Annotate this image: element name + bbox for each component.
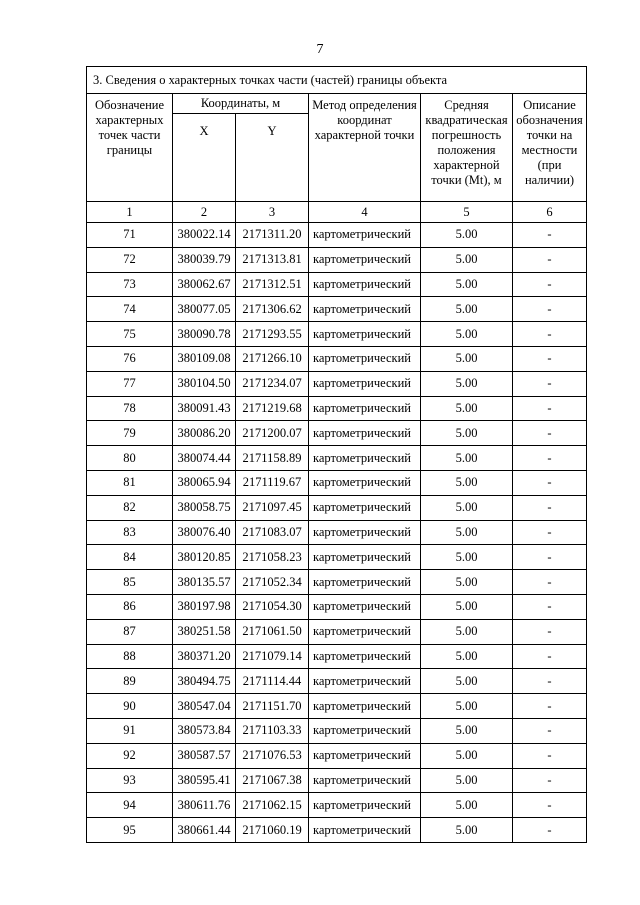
- cell-point: 87: [87, 619, 173, 644]
- cell-description: -: [513, 223, 587, 248]
- cell-y: 2171306.62: [236, 297, 309, 322]
- cell-point: 73: [87, 272, 173, 297]
- cell-point: 71: [87, 223, 173, 248]
- cell-y: 2171119.67: [236, 470, 309, 495]
- cell-method: картометрический: [309, 644, 421, 669]
- cell-method: картометрический: [309, 793, 421, 818]
- cell-error: 5.00: [421, 346, 513, 371]
- cell-error: 5.00: [421, 818, 513, 843]
- cell-x: 380611.76: [173, 793, 236, 818]
- column-numbers-row: [87, 202, 587, 223]
- cell-description: -: [513, 594, 587, 619]
- cell-method: картометрический: [309, 396, 421, 421]
- cell-method: картометрический: [309, 570, 421, 595]
- cell-description: -: [513, 346, 587, 371]
- cell-point: 75: [87, 322, 173, 347]
- cell-method: картометрический: [309, 247, 421, 272]
- cell-y: 2171097.45: [236, 495, 309, 520]
- cell-description: -: [513, 272, 587, 297]
- table-row: [87, 520, 587, 545]
- cell-description: -: [513, 669, 587, 694]
- table-row: [87, 396, 587, 421]
- cell-error: 5.00: [421, 619, 513, 644]
- cell-y: 2171312.51: [236, 272, 309, 297]
- table-row: [87, 322, 587, 347]
- cell-y: 2171151.70: [236, 694, 309, 719]
- cell-description: -: [513, 421, 587, 446]
- table-row: [87, 421, 587, 446]
- header-y: Y: [236, 114, 309, 202]
- column-number: 2: [173, 202, 236, 223]
- cell-y: 2171158.89: [236, 446, 309, 471]
- cell-description: -: [513, 446, 587, 471]
- cell-method: картометрический: [309, 718, 421, 743]
- cell-description: -: [513, 322, 587, 347]
- header-point: Обозначение характерных точек части границы: [87, 94, 173, 202]
- table-row: [87, 793, 587, 818]
- cell-description: -: [513, 371, 587, 396]
- cell-error: 5.00: [421, 297, 513, 322]
- table-row: [87, 545, 587, 570]
- cell-x: 380086.20: [173, 421, 236, 446]
- cell-x: 380661.44: [173, 818, 236, 843]
- table-row: [87, 669, 587, 694]
- cell-description: -: [513, 545, 587, 570]
- cell-point: 85: [87, 570, 173, 595]
- cell-x: 380251.58: [173, 619, 236, 644]
- cell-x: 380076.40: [173, 520, 236, 545]
- cell-description: -: [513, 470, 587, 495]
- cell-y: 2171062.15: [236, 793, 309, 818]
- cell-y: 2171114.44: [236, 669, 309, 694]
- cell-y: 2171052.34: [236, 570, 309, 595]
- cell-x: 380062.67: [173, 272, 236, 297]
- cell-error: 5.00: [421, 371, 513, 396]
- cell-x: 380065.94: [173, 470, 236, 495]
- cell-error: 5.00: [421, 743, 513, 768]
- column-number: 6: [513, 202, 587, 223]
- cell-x: 380074.44: [173, 446, 236, 471]
- table-row: [87, 743, 587, 768]
- cell-point: 89: [87, 669, 173, 694]
- cell-x: 380090.78: [173, 322, 236, 347]
- cell-point: 88: [87, 644, 173, 669]
- boundary-points-table: [86, 66, 587, 843]
- cell-method: картометрический: [309, 322, 421, 347]
- cell-x: 380022.14: [173, 223, 236, 248]
- cell-y: 2171060.19: [236, 818, 309, 843]
- column-number: 4: [309, 202, 421, 223]
- cell-method: картометрический: [309, 223, 421, 248]
- cell-description: -: [513, 768, 587, 793]
- table-row: [87, 446, 587, 471]
- cell-x: 380197.98: [173, 594, 236, 619]
- cell-method: картометрический: [309, 669, 421, 694]
- cell-description: -: [513, 644, 587, 669]
- cell-x: 380135.57: [173, 570, 236, 595]
- cell-point: 84: [87, 545, 173, 570]
- table-row: [87, 495, 587, 520]
- cell-error: 5.00: [421, 570, 513, 595]
- cell-point: 93: [87, 768, 173, 793]
- cell-error: 5.00: [421, 495, 513, 520]
- cell-point: 79: [87, 421, 173, 446]
- cell-description: -: [513, 570, 587, 595]
- cell-y: 2171058.23: [236, 545, 309, 570]
- cell-method: картометрический: [309, 743, 421, 768]
- table-row: [87, 619, 587, 644]
- section-title: 3. Сведения о характерных точках части (частей) границы объекта: [87, 67, 587, 94]
- cell-description: -: [513, 743, 587, 768]
- cell-x: 380120.85: [173, 545, 236, 570]
- cell-x: 380039.79: [173, 247, 236, 272]
- cell-x: 380547.04: [173, 694, 236, 719]
- cell-error: 5.00: [421, 793, 513, 818]
- cell-point: 94: [87, 793, 173, 818]
- header-error: Средняя квадратическая погрешность положения характерной точки (Mt), м: [421, 94, 513, 202]
- cell-point: 80: [87, 446, 173, 471]
- cell-error: 5.00: [421, 272, 513, 297]
- cell-error: 5.00: [421, 768, 513, 793]
- cell-description: -: [513, 297, 587, 322]
- cell-point: 95: [87, 818, 173, 843]
- column-number: 3: [236, 202, 309, 223]
- cell-point: 83: [87, 520, 173, 545]
- cell-error: 5.00: [421, 247, 513, 272]
- column-number: 5: [421, 202, 513, 223]
- cell-method: картометрический: [309, 421, 421, 446]
- cell-y: 2171054.30: [236, 594, 309, 619]
- table-row: [87, 272, 587, 297]
- table-row: [87, 594, 587, 619]
- cell-description: -: [513, 396, 587, 421]
- cell-error: 5.00: [421, 594, 513, 619]
- cell-x: 380077.05: [173, 297, 236, 322]
- cell-method: картометрический: [309, 371, 421, 396]
- table-row: [87, 644, 587, 669]
- cell-error: 5.00: [421, 545, 513, 570]
- cell-point: 90: [87, 694, 173, 719]
- cell-description: -: [513, 247, 587, 272]
- table-row: [87, 223, 587, 248]
- table-row: [87, 371, 587, 396]
- cell-description: -: [513, 718, 587, 743]
- cell-y: 2171293.55: [236, 322, 309, 347]
- cell-y: 2171079.14: [236, 644, 309, 669]
- cell-description: -: [513, 818, 587, 843]
- cell-x: 380595.41: [173, 768, 236, 793]
- table-row: [87, 247, 587, 272]
- cell-y: 2171103.33: [236, 718, 309, 743]
- cell-error: 5.00: [421, 322, 513, 347]
- column-number: 1: [87, 202, 173, 223]
- cell-point: 82: [87, 495, 173, 520]
- cell-y: 2171266.10: [236, 346, 309, 371]
- cell-y: 2171313.81: [236, 247, 309, 272]
- cell-y: 2171067.38: [236, 768, 309, 793]
- table-row: [87, 694, 587, 719]
- cell-error: 5.00: [421, 694, 513, 719]
- cell-method: картометрический: [309, 470, 421, 495]
- table-body: [87, 223, 587, 843]
- cell-method: картометрический: [309, 818, 421, 843]
- cell-point: 74: [87, 297, 173, 322]
- table-row: [87, 718, 587, 743]
- cell-method: картометрический: [309, 446, 421, 471]
- cell-x: 380104.50: [173, 371, 236, 396]
- cell-point: 81: [87, 470, 173, 495]
- cell-method: картометрический: [309, 520, 421, 545]
- cell-y: 2171219.68: [236, 396, 309, 421]
- table-row: [87, 297, 587, 322]
- cell-x: 380371.20: [173, 644, 236, 669]
- cell-error: 5.00: [421, 669, 513, 694]
- cell-method: картометрический: [309, 619, 421, 644]
- table-row: [87, 470, 587, 495]
- table-row: [87, 346, 587, 371]
- cell-y: 2171076.53: [236, 743, 309, 768]
- cell-error: 5.00: [421, 718, 513, 743]
- cell-error: 5.00: [421, 520, 513, 545]
- cell-point: 91: [87, 718, 173, 743]
- cell-point: 86: [87, 594, 173, 619]
- cell-y: 2171200.07: [236, 421, 309, 446]
- cell-point: 76: [87, 346, 173, 371]
- cell-y: 2171311.20: [236, 223, 309, 248]
- cell-error: 5.00: [421, 421, 513, 446]
- cell-x: 380587.57: [173, 743, 236, 768]
- cell-error: 5.00: [421, 223, 513, 248]
- cell-method: картометрический: [309, 594, 421, 619]
- cell-description: -: [513, 694, 587, 719]
- header-x: X: [173, 114, 236, 202]
- header-description: Описание обозначения точки на местности (при наличии): [513, 94, 587, 202]
- table-row: [87, 818, 587, 843]
- cell-method: картометрический: [309, 346, 421, 371]
- header-method: Метод определения координат характерной точки: [309, 94, 421, 202]
- cell-method: картометрический: [309, 768, 421, 793]
- cell-point: 78: [87, 396, 173, 421]
- cell-error: 5.00: [421, 644, 513, 669]
- cell-error: 5.00: [421, 470, 513, 495]
- cell-y: 2171061.50: [236, 619, 309, 644]
- cell-method: картометрический: [309, 495, 421, 520]
- cell-description: -: [513, 495, 587, 520]
- cell-x: 380058.75: [173, 495, 236, 520]
- page-number: 7: [316, 42, 324, 57]
- cell-x: 380109.08: [173, 346, 236, 371]
- cell-error: 5.00: [421, 446, 513, 471]
- cell-method: картометрический: [309, 694, 421, 719]
- cell-description: -: [513, 619, 587, 644]
- table-row: [87, 570, 587, 595]
- cell-description: -: [513, 520, 587, 545]
- cell-x: 380091.43: [173, 396, 236, 421]
- cell-y: 2171083.07: [236, 520, 309, 545]
- cell-method: картометрический: [309, 545, 421, 570]
- cell-y: 2171234.07: [236, 371, 309, 396]
- cell-point: 77: [87, 371, 173, 396]
- cell-description: -: [513, 793, 587, 818]
- cell-point: 92: [87, 743, 173, 768]
- cell-error: 5.00: [421, 396, 513, 421]
- cell-point: 72: [87, 247, 173, 272]
- table-row: [87, 768, 587, 793]
- cell-x: 380573.84: [173, 718, 236, 743]
- cell-method: картометрический: [309, 297, 421, 322]
- cell-x: 380494.75: [173, 669, 236, 694]
- header-coords: Координаты, м: [173, 94, 309, 114]
- cell-method: картометрический: [309, 272, 421, 297]
